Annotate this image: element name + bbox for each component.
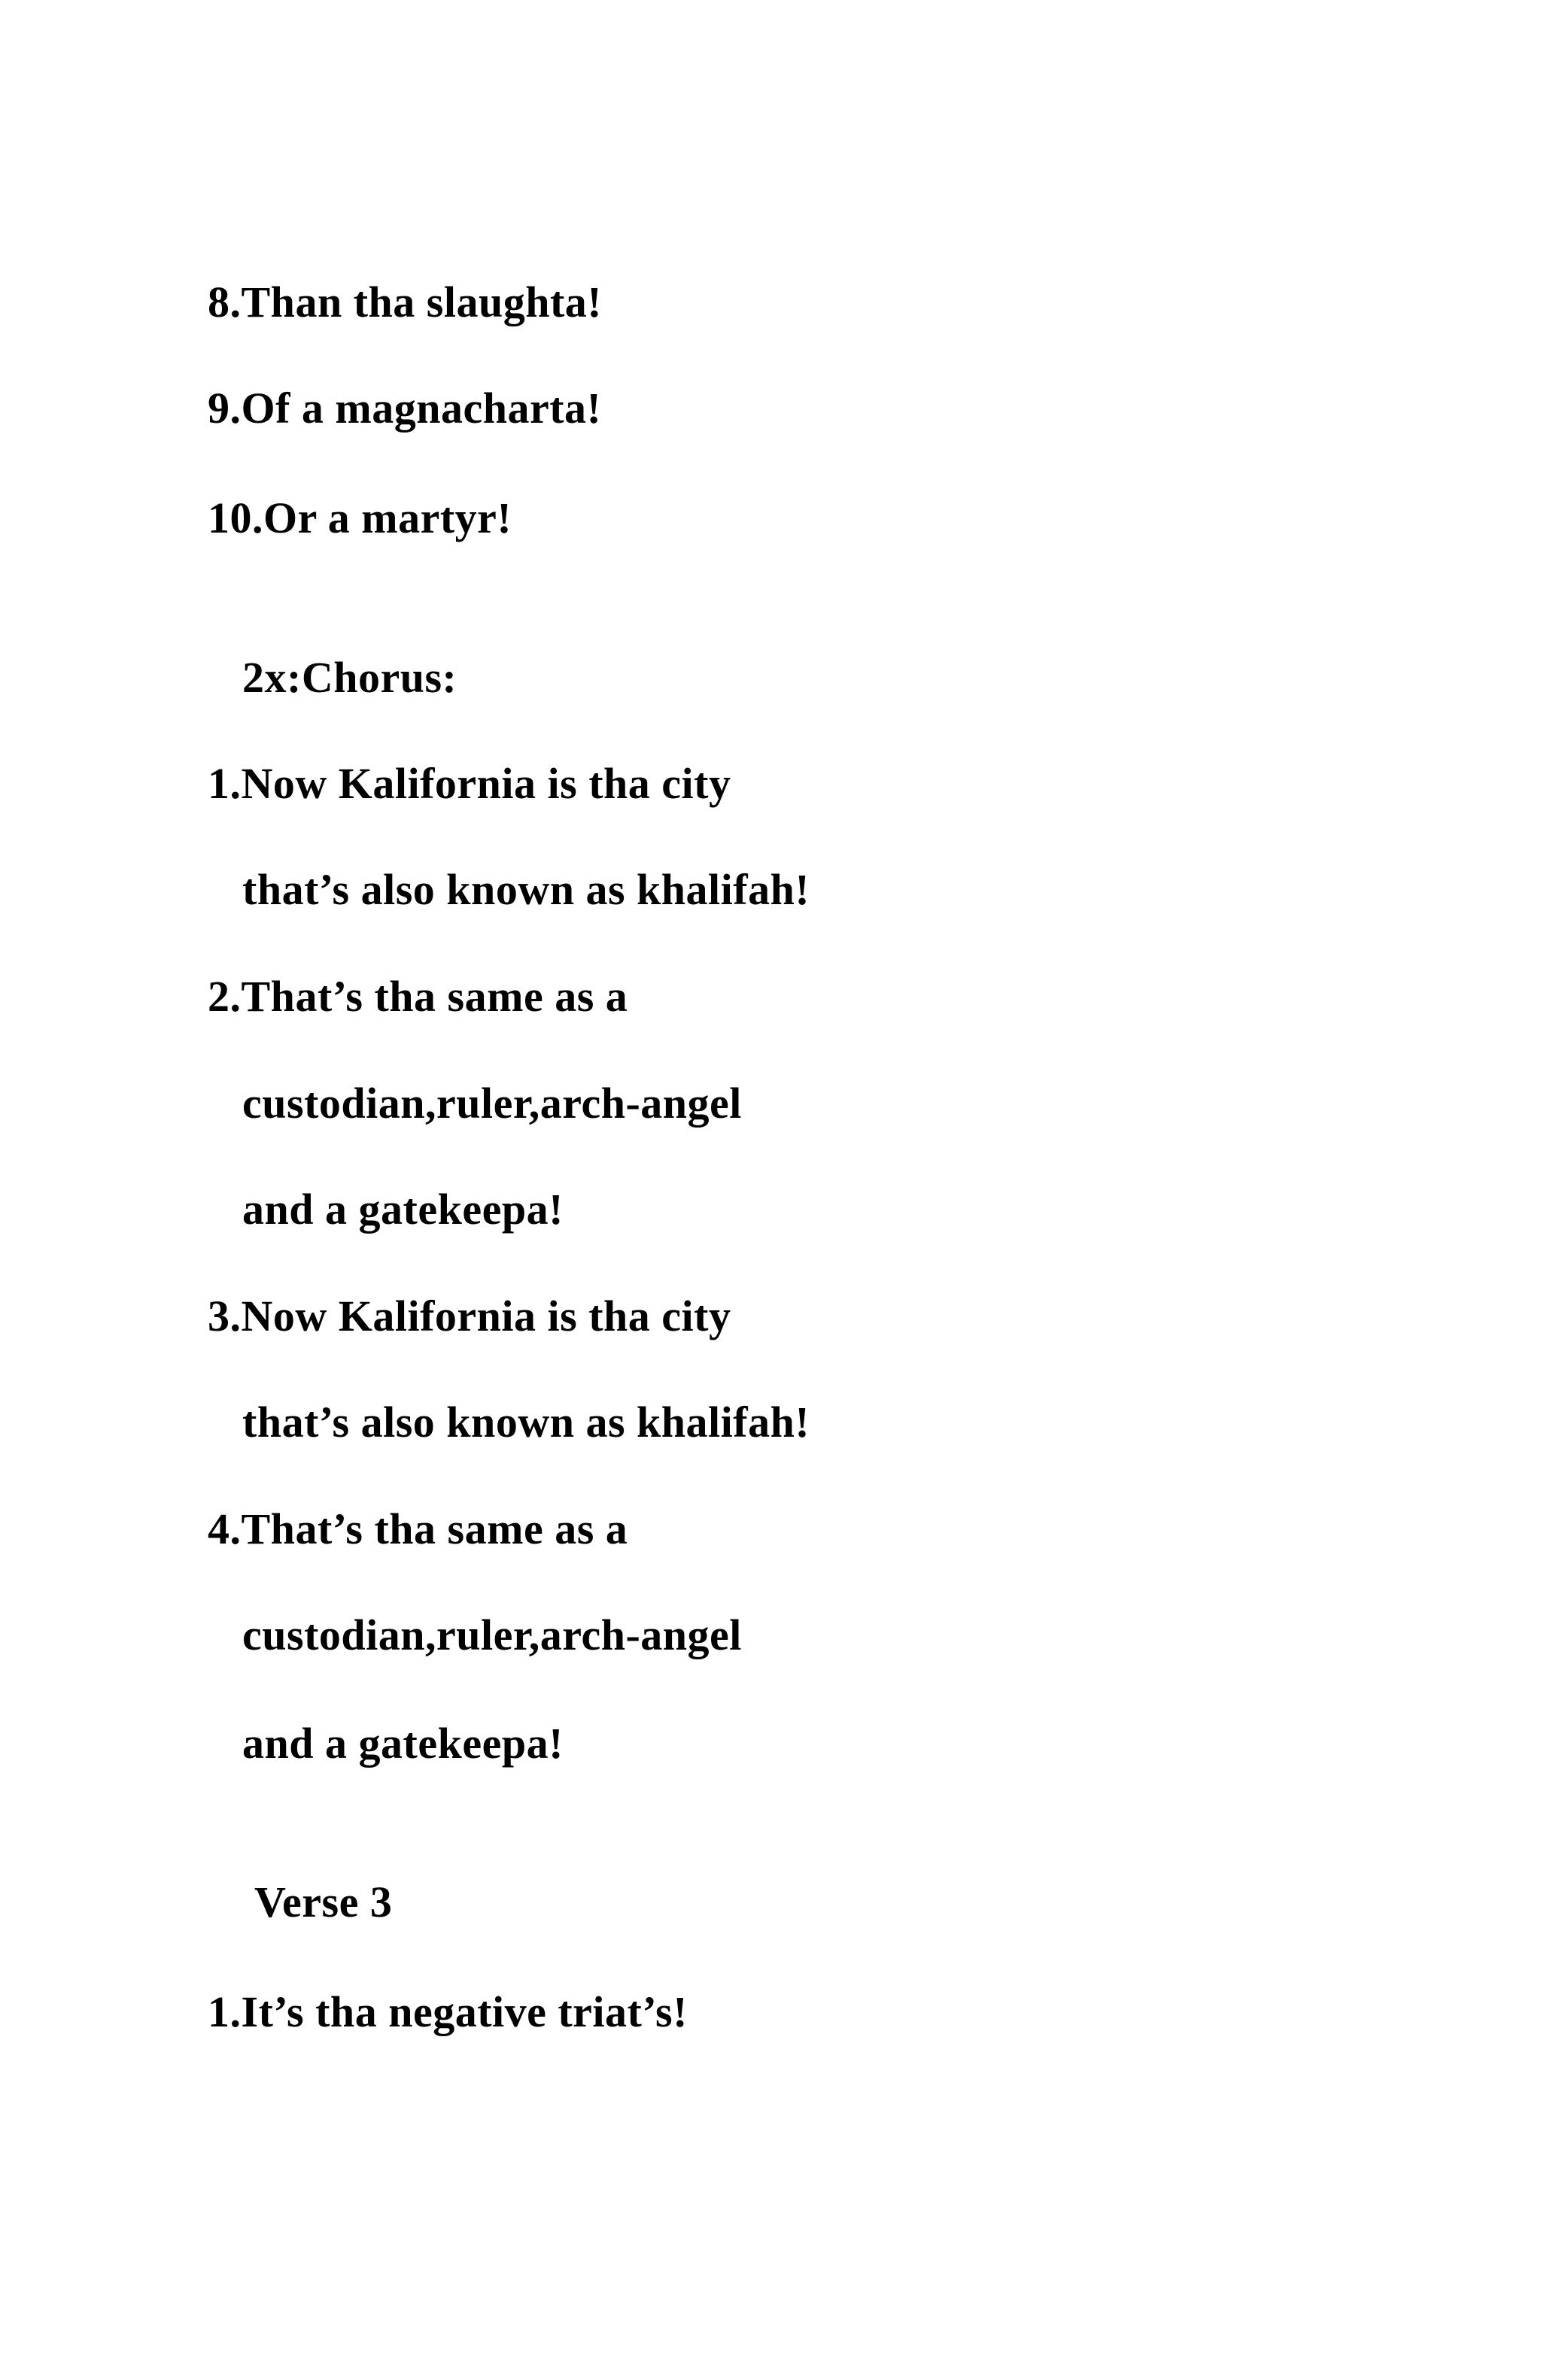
lyric-line: 2.That’s tha same as a <box>208 972 628 1021</box>
lyric-line: 10.Or a martyr! <box>208 493 512 542</box>
lyric-line: 3.Now Kalifornia is tha city <box>208 1292 731 1340</box>
lyric-line: custodian,ruler,arch-angel <box>242 1079 742 1128</box>
lyric-line: and a gatekeepa! <box>242 1719 564 1768</box>
lyric-line: and a gatekeepa! <box>242 1185 564 1234</box>
lyric-line: custodian,ruler,arch-angel <box>242 1610 742 1659</box>
section-heading-verse: Verse 3 <box>254 1878 393 1926</box>
section-heading-chorus: 2x:Chorus: <box>242 653 457 702</box>
lyric-line: 9.Of a magnacharta! <box>208 384 602 433</box>
lyric-line: 1.It’s tha negative triat’s! <box>208 1987 688 2036</box>
lyric-line: 4.That’s tha same as a <box>208 1504 628 1553</box>
lyric-line: 1.Now Kalifornia is tha city <box>208 759 731 808</box>
lyric-line: that’s also known as khalifah! <box>242 865 810 914</box>
lyric-line: 8.Than tha slaughta! <box>208 278 603 326</box>
lyric-line: that’s also known as khalifah! <box>242 1398 810 1447</box>
